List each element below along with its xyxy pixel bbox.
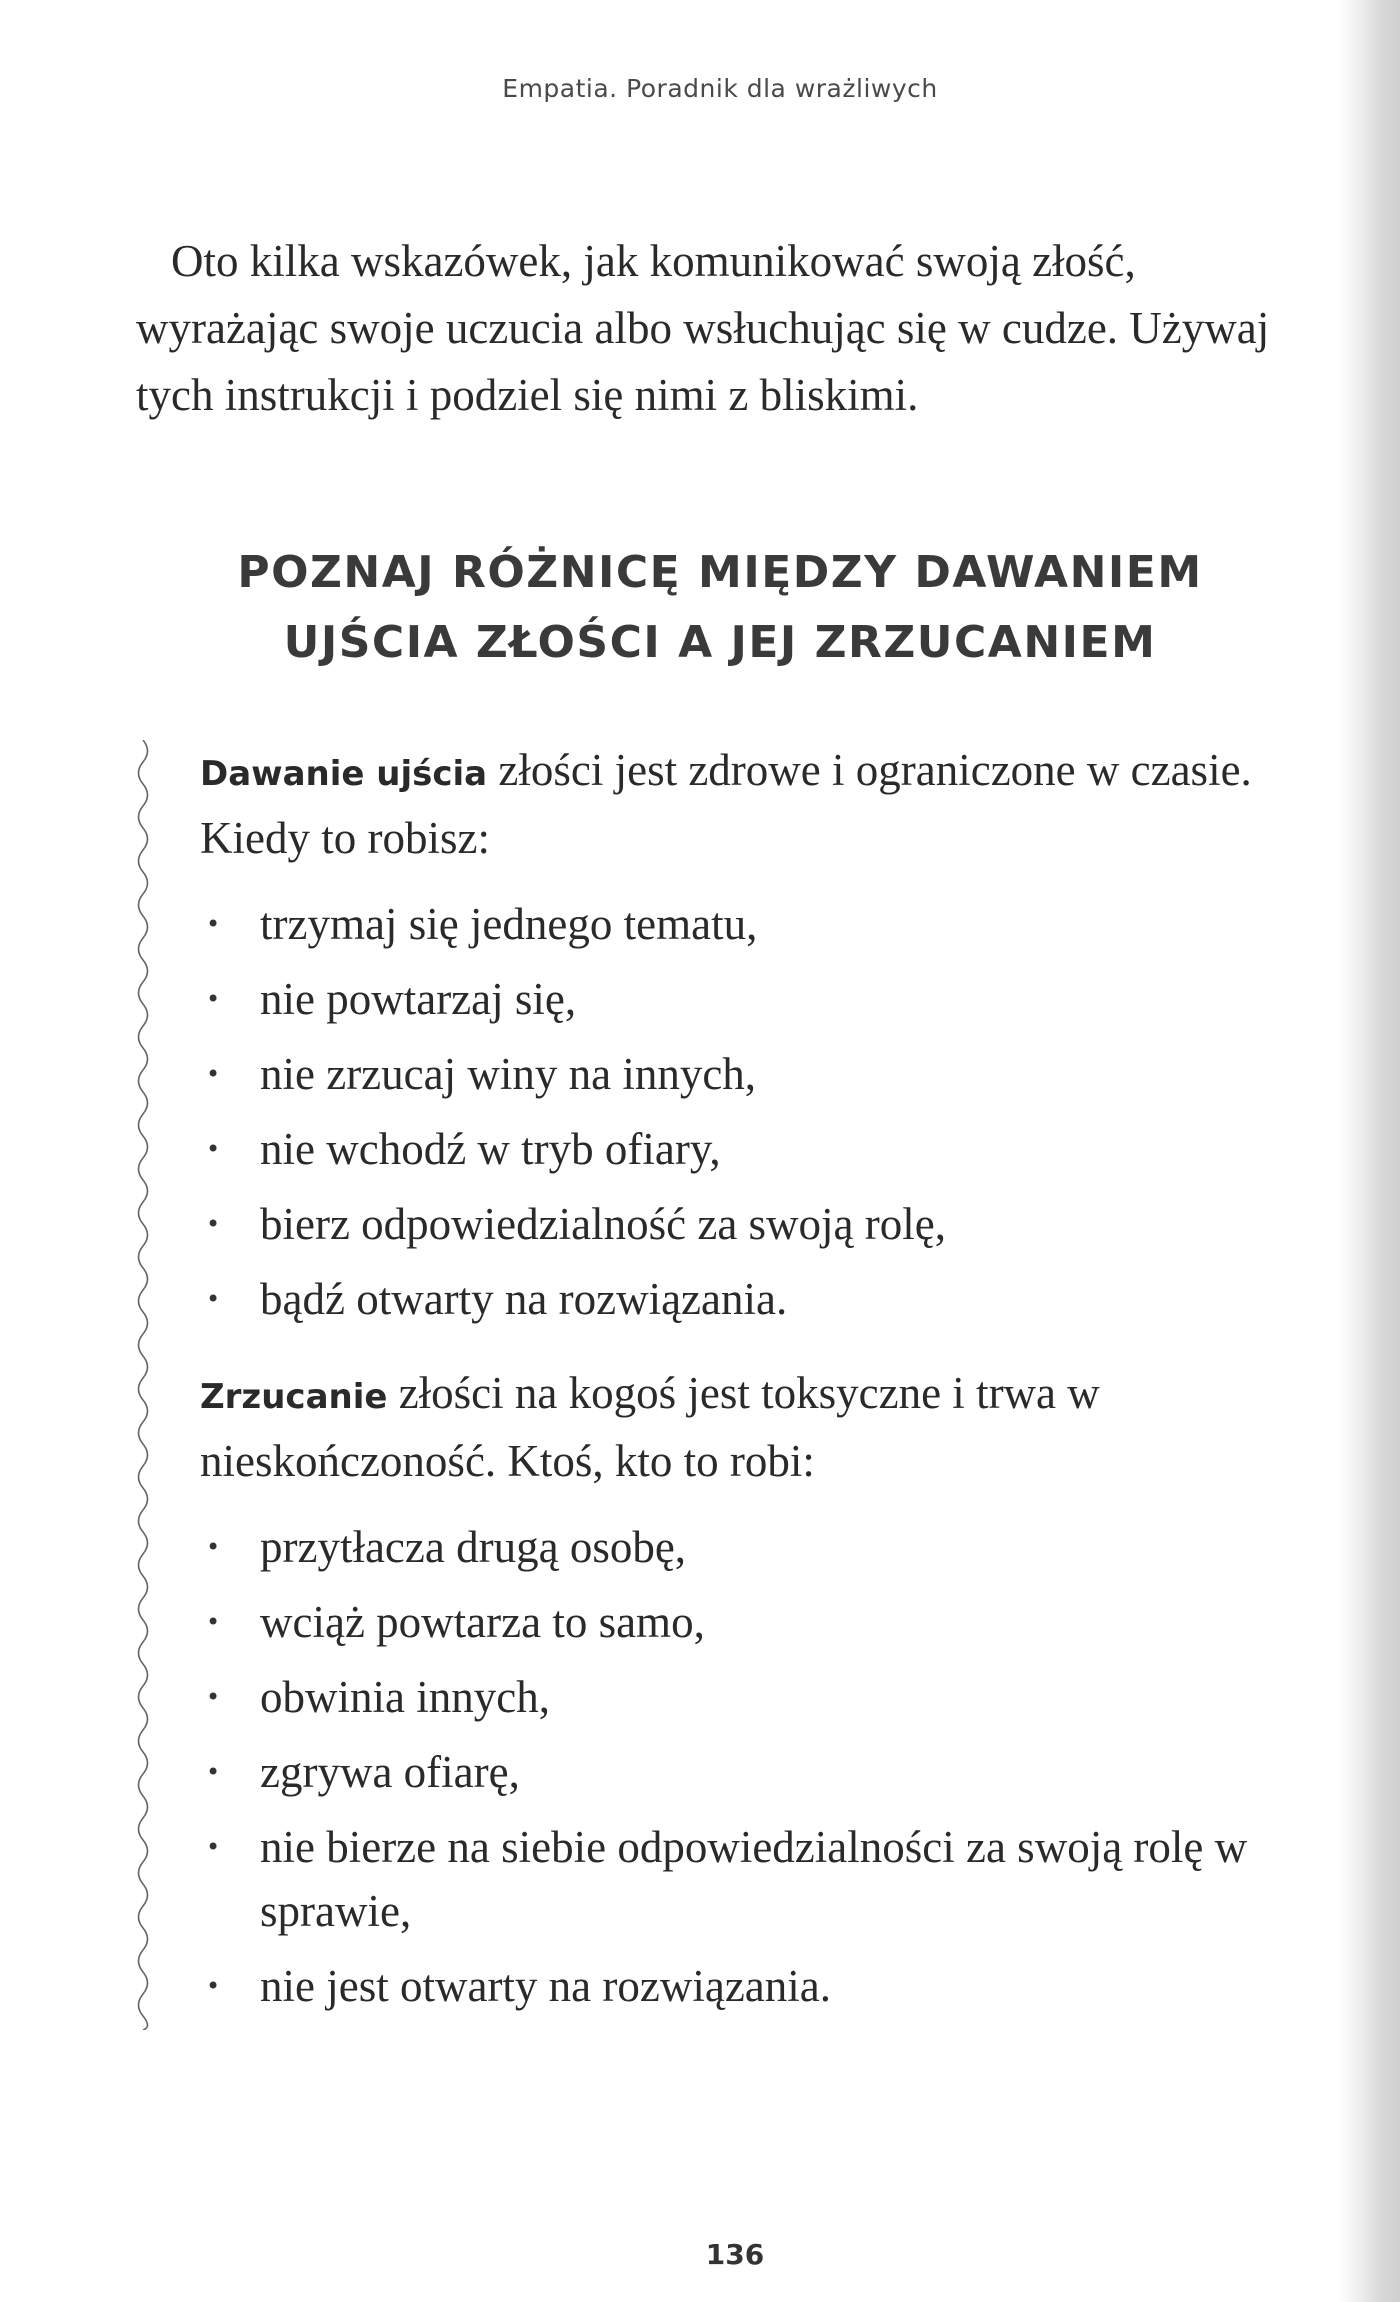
- list-item: [200, 1954, 1340, 2018]
- bullet-icon: •: [206, 1608, 221, 1636]
- list-item: [200, 1117, 1340, 1181]
- list-item-text: zgrywa ofiarę,: [260, 1747, 520, 1797]
- bullet-icon: •: [206, 1758, 221, 1786]
- list-item-text: bądź otwarty na rozwiązania.: [260, 1274, 788, 1324]
- list-item-text: obwinia innych,: [260, 1672, 550, 1722]
- list-item: [200, 1665, 1340, 1729]
- section-title-line-2: UJŚCIA ZŁOŚCI A JEJ ZRZUCANIEM: [283, 617, 1157, 668]
- dawanie-term: Dawanie ujścia: [200, 754, 488, 794]
- list-item: [200, 1590, 1340, 1654]
- list-item: [200, 892, 1340, 956]
- list-item-text: nie zrzucaj winy na innych,: [260, 1049, 757, 1099]
- list-item-text: bierz odpowiedzialność za swoją rolę,: [260, 1199, 946, 1249]
- intro-text: Oto kilka wskazówek, jak komunikować swoją złość, wyrażając swoje uczucia albo wsłuchując się w cudze. Używaj tych instrukcji i podziel się nimi z bliskimi.: [136, 236, 1270, 420]
- bullet-icon: •: [206, 1210, 221, 1238]
- wavy-border-decoration: [128, 740, 158, 2030]
- bullet-icon: •: [206, 1060, 221, 1088]
- list-item: [200, 1740, 1340, 1804]
- bullet-icon: •: [206, 1833, 221, 1861]
- bullet-icon: •: [206, 1683, 221, 1711]
- running-header: Empatia. Poradnik dla wrażliwych: [502, 74, 938, 103]
- section-title-line-1: POZNAJ RÓŻNICĘ MIĘDZY DAWANIEM: [237, 547, 1203, 598]
- list-item-text: przytłacza drugą osobę,: [260, 1522, 687, 1572]
- bullet-icon: •: [206, 1533, 221, 1561]
- dawanie-description: złości jest zdrowe i ograniczone w czasie. Kiedy to robisz:: [200, 745, 1252, 863]
- list-item: [200, 1192, 1340, 1256]
- bullet-icon: •: [206, 1972, 221, 2000]
- list-item: [200, 1815, 1340, 1943]
- list-item-text: trzymaj się jednego tematu,: [260, 899, 758, 949]
- list-item-text: nie wchodź w tryb ofiary,: [260, 1124, 721, 1174]
- bullet-icon: •: [206, 1285, 221, 1313]
- zrzucanie-list: [200, 1515, 1340, 2018]
- bullet-icon: •: [206, 910, 221, 938]
- dawanie-paragraph: [200, 738, 1340, 870]
- binding-shadow: [1338, 0, 1400, 2302]
- section-title: [0, 538, 1400, 678]
- zrzucanie-term: Zrzucanie: [200, 1377, 388, 1417]
- intro-paragraph: [136, 228, 1311, 429]
- list-item: [200, 1515, 1340, 1579]
- page-number: 136: [705, 2238, 765, 2271]
- list-item: [200, 967, 1340, 1031]
- list-item-text: nie jest otwarty na rozwiązania.: [260, 1961, 832, 2011]
- list-item: [200, 1267, 1340, 1331]
- bullet-icon: •: [206, 1135, 221, 1163]
- zrzucanie-description: złości na kogoś jest toksyczne i trwa w nieskończoność. Ktoś, kto to robi:: [200, 1368, 1100, 1486]
- comparison-box: [200, 738, 1340, 2029]
- list-item-text: wciąż powtarza to samo,: [260, 1597, 705, 1647]
- zrzucanie-paragraph: [200, 1361, 1340, 1493]
- list-item-text: nie powtarzaj się,: [260, 974, 577, 1024]
- bullet-icon: •: [206, 985, 221, 1013]
- list-item: [200, 1042, 1340, 1106]
- dawanie-list: [200, 892, 1340, 1331]
- list-item-text: nie bierze na siebie odpowiedzialności za swoją rolę w sprawie,: [260, 1822, 1248, 1936]
